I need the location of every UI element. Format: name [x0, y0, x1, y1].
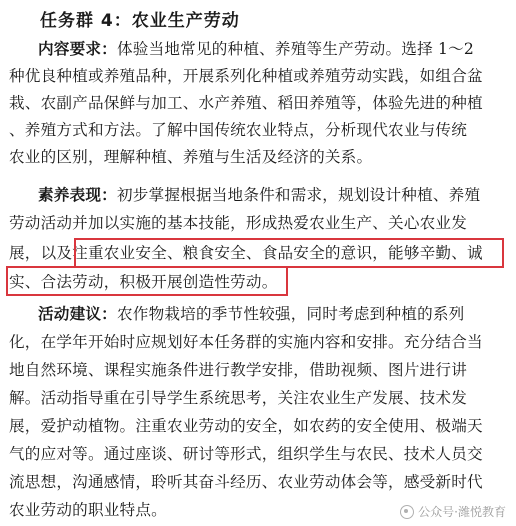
section-title: 任务群 4：农业生产劳动 [40, 11, 240, 31]
content-line-5: 农业的区别，理解种植、养殖与生活及经济的关系。 [9, 148, 373, 166]
content-line-1 [38, 38, 508, 60]
activity-line-4: 解。活动指导重在引导学生系统思考，关注农业生产发展、技术发 [9, 389, 468, 407]
content-line-3: 栽、农副产品保鲜与加工、水产养殖、稻田养殖等，体验先进的种植 [9, 94, 483, 112]
content-line-4: 、养殖方式和方法。了解中国传统农业特点，分析现代农业与传统 [9, 121, 468, 139]
wechat-icon [400, 505, 414, 519]
quality-line-4: 实、合法劳动，积极开展创造性劳动。 [9, 273, 278, 291]
content-label: 内容要求： [38, 40, 117, 58]
watermark [400, 503, 506, 520]
quality-label: 素养表现： [38, 186, 117, 204]
activity-line-5: 展，爱护动植物。注重农业劳动的安全，如农药的安全使用、极端天 [9, 417, 483, 435]
activity-line-7: 流思想，沟通感情，聆听其奋斗经历、农业劳动体会等，感受新时代 [9, 473, 483, 491]
activity-text: 农作物栽培的季节性较强，同时考虑到种植的系列 [116, 305, 465, 323]
activity-line-2: 化，在学年开始时应规划好本任务群的实施内容和安排。充分结合当 [9, 333, 483, 351]
activity-line-6: 气的应对等。通过座谈、研讨等形式，组织学生与农民、技术人员交 [9, 445, 483, 463]
activity-line-3: 地自然环境、课程实施条件进行教学安排，借助视频、图片进行讲 [9, 361, 468, 379]
quality-line-3: 展，以及注重农业安全、粮食安全、食品安全的意识，能够辛勤、诚 [9, 244, 483, 262]
quality-line-2: 劳动活动并加以实施的基本技能，形成热爱农业生产、关心农业发 [9, 214, 468, 232]
activity-label: 活动建议： [38, 305, 117, 323]
quality-text: 初步掌握根据当地条件和需求，规划设计种植、养殖 [116, 186, 481, 204]
watermark-text: 公众号·潍悦教育 [418, 505, 506, 519]
activity-line-1 [38, 303, 508, 325]
activity-line-8: 农业劳动的职业特点。 [9, 501, 167, 519]
quality-line-1 [38, 184, 508, 206]
content-line-2: 种优良种植或养殖品种，开展系列化种植或养殖劳动实践，如组合盆 [9, 67, 483, 85]
content-text: 体验当地常见的种植、养殖等生产劳动。选择 1～2 [116, 40, 475, 58]
